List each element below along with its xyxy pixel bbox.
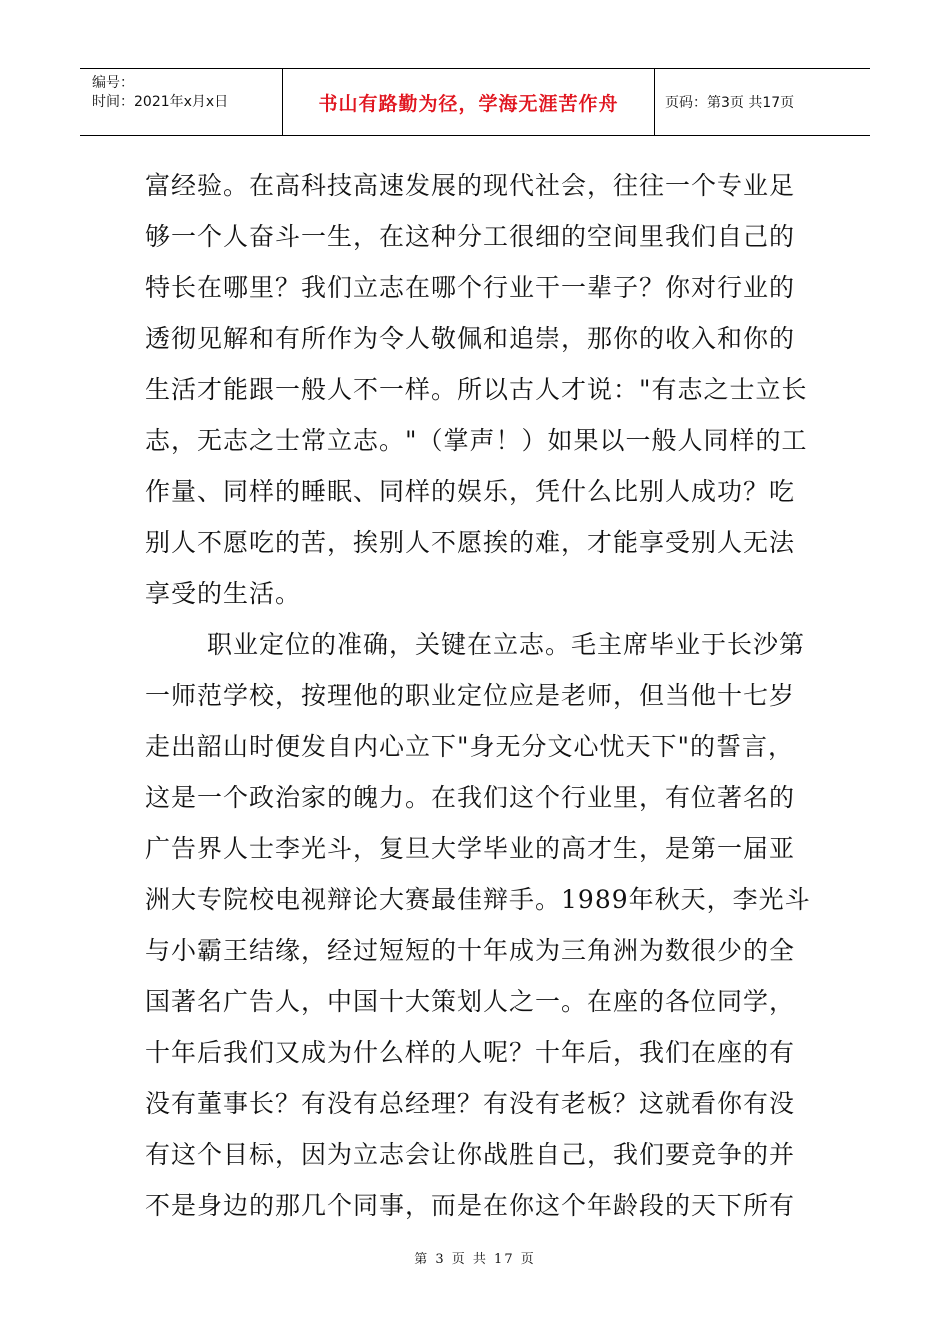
text-line: 特长在哪里？我们立志在哪个行业干一辈子？你对行业的 xyxy=(145,273,796,302)
document-date-label: 时间：2021年x月x日 xyxy=(92,94,229,110)
text-line: 别人不愿吃的苦，挨别人不愿挨的难，才能享受别人无法 xyxy=(145,528,796,557)
page-footer: 第 3 页 共 17 页 xyxy=(414,1252,536,1267)
header-meta xyxy=(80,69,282,135)
text-line: 富经验。在高科技高速发展的现代社会，往往一个专业足 xyxy=(145,171,796,200)
text-line: 十年后我们又成为什么样的人呢？十年后，我们在座的有 xyxy=(145,1038,796,1067)
text-line: 有这个目标，因为立志会让你战胜自己，我们要竞争的并 xyxy=(145,1140,796,1169)
text-line: 志，无志之士常立志。"（掌声！）如果以一般人同样的工 xyxy=(145,426,808,455)
text-line: 透彻见解和有所作为令人敬佩和追崇，那你的收入和你的 xyxy=(145,324,796,353)
text-line: 不是身边的那几个同事，而是在你这个年龄段的天下所有 xyxy=(145,1191,796,1220)
text-line: 生活才能跟一般人不一样。所以古人才说："有志之士立长 xyxy=(145,375,808,404)
text-line: 广告界人士李光斗，复旦大学毕业的高才生，是第一届亚 xyxy=(145,834,796,863)
header-divider xyxy=(654,69,655,135)
text-line: 享受的生活。 xyxy=(145,579,302,608)
text-line: 这是一个政治家的魄力。在我们这个行业里，有位著名的 xyxy=(145,783,796,812)
text-line: 洲大专院校电视辩论大赛最佳辩手。1989年秋天，李光斗 xyxy=(145,885,811,914)
header-page-info: 页码：第3页 共17页 xyxy=(665,95,795,111)
page-header xyxy=(80,68,870,136)
text-line: 国著名广告人，中国十大策划人之一。在座的各位同学， xyxy=(145,987,796,1016)
document-number-label: 编号： xyxy=(92,75,134,91)
header-motto: 书山有路勤为径，学海无涯苦作舟 xyxy=(318,92,619,115)
text-line: 一师范学校，按理他的职业定位应是老师，但当他十七岁 xyxy=(145,681,796,710)
text-line: 走出韶山时便发自内心立下"身无分文心忧天下"的誓言， xyxy=(145,732,795,761)
paragraph-first-line: 职业定位的准确，关键在立志。毛主席毕业于长沙第 xyxy=(207,630,806,659)
text-line: 与小霸王结缘，经过短短的十年成为三角洲为数很少的全 xyxy=(145,936,796,965)
text-line: 够一个人奋斗一生，在这种分工很细的空间里我们自己的 xyxy=(145,222,796,251)
text-line: 作量、同样的睡眠、同样的娱乐，凭什么比别人成功？吃 xyxy=(145,477,796,506)
text-line: 没有董事长？有没有总经理？有没有老板？这就看你有没 xyxy=(145,1089,796,1118)
document-body xyxy=(145,160,815,1231)
